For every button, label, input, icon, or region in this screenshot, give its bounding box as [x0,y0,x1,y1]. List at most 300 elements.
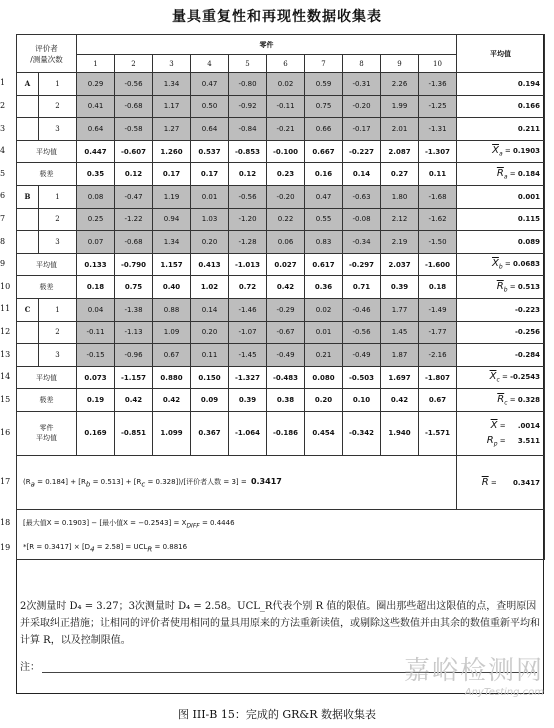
table-row [17,73,545,96]
table-row [17,276,545,299]
row-average-cell [457,276,545,299]
data-cell: 0.39 [229,389,267,412]
data-cell: -0.29 [267,298,305,321]
data-cell: -1.31 [419,118,457,141]
evaluator-cell [17,321,39,344]
equals-sign: = [497,436,508,445]
data-cell: -1.46 [229,298,267,321]
table-row [17,163,545,186]
data-cell: -1.07 [229,321,267,344]
row-average-cell [457,73,545,96]
trial-cell: 1 [39,298,77,321]
data-cell: -0.31 [343,73,381,96]
average-header: 平均值 [457,35,545,73]
row-average-cell [457,253,545,276]
part-number-header: 2 [115,55,153,73]
data-cell: 2.087 [381,140,419,163]
data-cell: -0.11 [77,321,115,344]
data-cell: 1.02 [191,276,229,299]
data-cell: 0.09 [191,389,229,412]
data-cell: 0.39 [381,276,419,299]
equals-sign: = [499,373,511,382]
equals-sign: = [497,421,508,430]
part-average-label [17,411,77,455]
rbar-result: 0.3417 [250,476,282,486]
data-cell: 1.697 [381,366,419,389]
row-average-cell [457,298,545,321]
data-cell: 0.11 [419,163,457,186]
data-cell: 1.34 [153,231,191,254]
formula-sub: 4 [90,545,95,554]
data-cell: 0.21 [305,344,343,367]
data-cell: 0.413 [191,253,229,276]
table-row [17,389,545,412]
data-cell: 2.01 [381,118,419,141]
data-cell: 0.20 [191,321,229,344]
formula-sub: b [85,480,91,489]
average-value: 0.001 [517,192,540,201]
row-number: 15 [0,394,11,404]
average-symbol-sub: b [503,286,508,294]
data-cell: -1.68 [419,185,457,208]
average-value: -0.2543 [510,373,540,382]
data-cell: 0.617 [305,253,343,276]
average-value: 0.513 [517,282,540,291]
instruction-note: 2次测量时 D₄ = 3.27；3次测量时 D₄ = 2.58。UCL_R代表个别 R 值的限值。圈出那些超出这限值的点，查明原因并采取纠正措施；让相同的评价者使用相同的量具用原来的方法重新读值，或剔除这些数值并由其余的数值重新平均和计算 R，以及控制限值。 [20,601,540,646]
data-cell: -0.297 [343,253,381,276]
data-cell: 0.07 [77,231,115,254]
part-number-header: 7 [305,55,343,73]
average-symbol: $\overline{R}$ [496,280,504,292]
part-average-cell: 0.367 [191,411,229,455]
data-cell: 0.71 [343,276,381,299]
row-number: 13 [0,349,11,359]
table-row [17,344,545,367]
formula-text: = 0.328])/[评价者人数 = 3] = [145,477,249,486]
data-cell: 0.42 [267,276,305,299]
formula-text: = 0.184] + [R [34,477,86,486]
notes-label: 注： [20,662,40,673]
row-average-cell [457,231,545,254]
part-number-header: 6 [267,55,305,73]
data-cell: 0.42 [153,389,191,412]
ucl-formula-row [17,537,545,559]
data-cell: 1.260 [153,140,191,163]
data-cell: 0.027 [267,253,305,276]
row-average-cell [457,95,545,118]
data-cell: -0.20 [267,185,305,208]
average-symbol-sub: a [498,150,503,158]
data-cell: -0.607 [115,140,153,163]
data-cell: -0.790 [115,253,153,276]
formula-text: *[R = 0.3417] × [D [23,542,91,551]
row-label: 平均值 [17,140,77,163]
grr-data-table [16,34,545,560]
data-cell: 1.17 [153,95,191,118]
data-cell: 0.75 [305,95,343,118]
row-number: 11 [0,304,11,314]
watermark-url: AnyTesting.com [464,687,544,698]
parts-header: 零件 [77,35,457,55]
data-cell: 0.83 [305,231,343,254]
formula-text: = 0.513] + [R [90,477,142,486]
part-number-header: 3 [153,55,191,73]
row-number: 1 [0,78,6,88]
data-cell: 0.67 [153,344,191,367]
data-cell: 1.99 [381,95,419,118]
row-label: 极差 [17,163,77,186]
data-cell: 0.02 [305,298,343,321]
data-cell: 0.35 [77,163,115,186]
average-value: 0.0683 [512,260,540,269]
xbarbar-line [461,420,540,431]
data-cell: 0.19 [77,389,115,412]
data-cell: -0.49 [267,344,305,367]
rp-symbol: R [486,434,494,446]
data-cell: 0.667 [305,140,343,163]
table-row [17,366,545,389]
xdiff-result: = 0.4446 [199,518,235,527]
watermark-text: 嘉峪检测网 [403,656,544,686]
data-cell: 0.25 [77,208,115,231]
trial-cell: 3 [39,231,77,254]
average-value: -0.284 [514,350,540,359]
data-cell: 0.04 [77,298,115,321]
data-cell: -1.77 [419,321,457,344]
data-cell: 1.03 [191,208,229,231]
data-cell: -0.20 [343,95,381,118]
evaluator-cell: B [17,185,39,208]
data-cell: -1.50 [419,231,457,254]
data-cell: 0.133 [77,253,115,276]
average-symbol-sub: c [496,376,500,384]
row-average-cell [457,140,545,163]
data-cell: -0.47 [115,185,153,208]
row-label: 极差 [17,389,77,412]
data-cell: 0.14 [191,298,229,321]
data-cell: 0.537 [191,140,229,163]
data-cell: 0.12 [115,163,153,186]
data-cell: -1.157 [115,366,153,389]
part-average-cell: 1.099 [153,411,191,455]
data-cell: 0.40 [153,276,191,299]
data-cell: -0.92 [229,95,267,118]
row-average-cell [457,366,545,389]
data-cell: 0.447 [77,140,115,163]
average-value: -0.223 [514,305,540,314]
part-average-label-2: 平均值 [36,434,57,443]
data-cell: -1.28 [229,231,267,254]
data-cell: 0.20 [305,389,343,412]
data-cell: -1.327 [229,366,267,389]
data-cell: -1.013 [229,253,267,276]
data-cell: -1.307 [419,140,457,163]
row-number: 6 [0,191,6,201]
equals-sign: = [507,169,518,178]
data-cell: -0.100 [267,140,305,163]
data-cell: 0.67 [419,389,457,412]
data-cell: 1.45 [381,321,419,344]
data-cell: 0.14 [343,163,381,186]
data-cell: -1.49 [419,298,457,321]
data-cell: -0.15 [77,344,115,367]
table-row [17,321,545,344]
data-cell: -0.84 [229,118,267,141]
table-row [17,231,545,254]
data-cell: -0.503 [343,366,381,389]
equals-sign: = [502,147,513,156]
data-cell: 2.037 [381,253,419,276]
average-value: 0.211 [517,124,540,133]
data-cell: 0.880 [153,366,191,389]
evaluator-cell [17,118,39,141]
data-cell: 0.50 [191,95,229,118]
data-cell: -0.68 [115,231,153,254]
data-cell: 0.41 [77,95,115,118]
average-symbol-sub: c [504,399,508,407]
data-cell: -0.56 [229,185,267,208]
average-value: -0.256 [514,328,540,337]
data-cell: 0.75 [115,276,153,299]
rbar-value: 0.3417 [512,478,540,487]
average-value: 0.115 [517,215,540,224]
data-cell: 0.150 [191,366,229,389]
data-cell: 2.12 [381,208,419,231]
average-value: 0.1903 [512,147,540,156]
data-cell: 0.55 [305,208,343,231]
evaluator-cell [17,95,39,118]
data-cell: 0.42 [381,389,419,412]
data-cell: 0.88 [153,298,191,321]
part-average-cell: -0.851 [115,411,153,455]
average-value: 0.166 [517,102,540,111]
rp-value: 3.511 [517,436,540,445]
data-cell: 1.27 [153,118,191,141]
row-average-cell [457,185,545,208]
data-cell: 0.94 [153,208,191,231]
data-cell: -0.67 [267,321,305,344]
data-cell: 0.29 [77,73,115,96]
xdiff-formula-cell [17,509,545,537]
table-row [17,95,545,118]
data-cell: 0.27 [381,163,419,186]
average-value: 0.328 [517,395,540,404]
data-cell: 0.47 [191,73,229,96]
data-cell: -0.11 [267,95,305,118]
data-cell: 0.72 [229,276,267,299]
data-cell: 0.06 [267,231,305,254]
data-cell: -0.17 [343,118,381,141]
row-average-cell [457,208,545,231]
table-row [17,298,545,321]
part-average-label-1: 零件 [39,424,54,433]
data-cell: -1.62 [419,208,457,231]
data-cell: -0.96 [115,344,153,367]
row-number: 16 [0,428,11,437]
data-cell: 1.19 [153,185,191,208]
data-cell: -1.807 [419,366,457,389]
data-cell: 0.18 [77,276,115,299]
evaluator-cell [17,344,39,367]
formula-sub: c [141,480,146,489]
data-cell: 0.22 [267,208,305,231]
data-cell: -0.483 [267,366,305,389]
formula-text: (R [23,477,31,486]
trial-cell: 2 [39,95,77,118]
table-row [17,208,545,231]
part-number-header: 10 [419,55,457,73]
trial-cell: 1 [39,185,77,208]
data-cell: -0.227 [343,140,381,163]
figure-caption: 图 III-B 15：完成的 GR&R 数据收集表 [178,708,376,721]
trial-count-label: /测量次数 [30,54,63,64]
data-cell: 1.157 [153,253,191,276]
data-cell: 0.64 [191,118,229,141]
trial-cell: 1 [39,73,77,96]
data-cell: -0.68 [115,95,153,118]
table-row [17,185,545,208]
average-symbol: $\overline{X}$ [489,371,497,383]
data-cell: 0.66 [305,118,343,141]
data-cell: -0.56 [115,73,153,96]
row-number: 7 [0,213,6,223]
data-cell: -1.13 [115,321,153,344]
data-cell: 0.16 [305,163,343,186]
data-cell: 0.12 [229,163,267,186]
part-number-header: 1 [77,55,115,73]
ucl-result: = 0.8816 [152,542,188,551]
data-cell: 1.09 [153,321,191,344]
data-cell: -1.20 [229,208,267,231]
data-cell: -0.63 [343,185,381,208]
part-average-cell: 0.454 [305,411,343,455]
grand-average-cell [457,411,545,455]
part-average-cell: -0.186 [267,411,305,455]
formula-sub: DIFF [186,522,200,530]
data-cell: 2.26 [381,73,419,96]
average-symbol: $\overline{X}$ [492,145,499,157]
table-row [17,253,545,276]
data-cell: 0.17 [191,163,229,186]
rp-symbol-sub: p [493,440,498,448]
row-number: 5 [0,168,6,178]
ucl-formula-cell [17,537,545,559]
data-cell: 0.11 [191,344,229,367]
row-label: 平均值 [17,366,77,389]
data-cell: 0.02 [267,73,305,96]
data-cell: -0.46 [343,298,381,321]
equals-sign: = [507,395,518,404]
evaluator-header-cell [17,35,77,73]
average-symbol-sub: b [498,263,503,271]
row-number: 8 [0,236,6,246]
average-value: 0.184 [517,169,540,178]
data-cell: -1.36 [419,73,457,96]
data-cell: 0.17 [153,163,191,186]
data-cell: -1.600 [419,253,457,276]
data-cell: 0.59 [305,73,343,96]
data-cell: 0.38 [267,389,305,412]
row-number: 4 [0,146,6,156]
data-cell: -0.34 [343,231,381,254]
data-cell: -0.08 [343,208,381,231]
data-cell: -0.56 [343,321,381,344]
row-number: 14 [0,372,11,382]
part-average-row [17,411,545,455]
evaluator-cell [17,231,39,254]
data-cell: 0.47 [305,185,343,208]
data-cell: 0.08 [77,185,115,208]
xbarbar-symbol: $\overline{X}$ [490,419,498,431]
evaluator-cell [17,208,39,231]
equals-sign: = [502,260,513,269]
data-cell: -2.16 [419,344,457,367]
data-cell: 1.34 [153,73,191,96]
average-symbol: $\overline{X}$ [491,258,499,270]
watermark [404,650,544,698]
data-cell: -0.58 [115,118,153,141]
formula-text: = 2.58] = UCL [94,542,148,551]
data-cell: 1.77 [381,298,419,321]
rbar-formula-cell [17,455,457,509]
equals-sign: = [488,478,499,487]
evaluator-label: 评价者 [35,43,58,53]
row-average-cell [457,389,545,412]
average-value: 0.194 [517,79,540,88]
part-average-cell: -0.342 [343,411,381,455]
trial-cell: 2 [39,321,77,344]
data-cell: 2.19 [381,231,419,254]
trial-cell: 3 [39,118,77,141]
data-cell: 1.80 [381,185,419,208]
data-cell: -1.25 [419,95,457,118]
xbarbar-value: .0014 [517,421,540,430]
part-number-header: 8 [343,55,381,73]
data-cell: -0.21 [267,118,305,141]
row-number: 2 [0,100,6,110]
row-number: 3 [0,123,6,133]
trial-cell: 2 [39,208,77,231]
data-cell: 0.01 [191,185,229,208]
row-number: 10 [0,281,11,291]
part-average-cell: -1.571 [419,411,457,455]
data-cell: -1.38 [115,298,153,321]
part-average-cell: 1.940 [381,411,419,455]
row-label: 极差 [17,276,77,299]
data-cell: 0.01 [305,321,343,344]
trial-cell: 3 [39,344,77,367]
average-symbol: $\overline{R}$ [497,393,505,405]
data-cell: 0.64 [77,118,115,141]
table-row [17,118,545,141]
row-average-cell [457,163,545,186]
row-average-cell [457,321,545,344]
part-number-header: 4 [191,55,229,73]
rbar-symbol: $\overline{R}$ [481,476,489,488]
formula-text: [最大值X = 0.1903] − [最小值X = −0.2543] = X [23,518,187,527]
data-cell: -1.22 [115,208,153,231]
data-cell: 0.36 [305,276,343,299]
row-number: 9 [0,259,6,269]
average-symbol-sub: a [503,173,508,181]
data-cell: 0.42 [115,389,153,412]
row-average-cell [457,344,545,367]
evaluator-cell: C [17,298,39,321]
average-symbol: $\overline{R}$ [496,167,504,179]
rbar-cell [457,455,545,509]
data-cell: 1.87 [381,344,419,367]
equals-sign: = [507,282,518,291]
